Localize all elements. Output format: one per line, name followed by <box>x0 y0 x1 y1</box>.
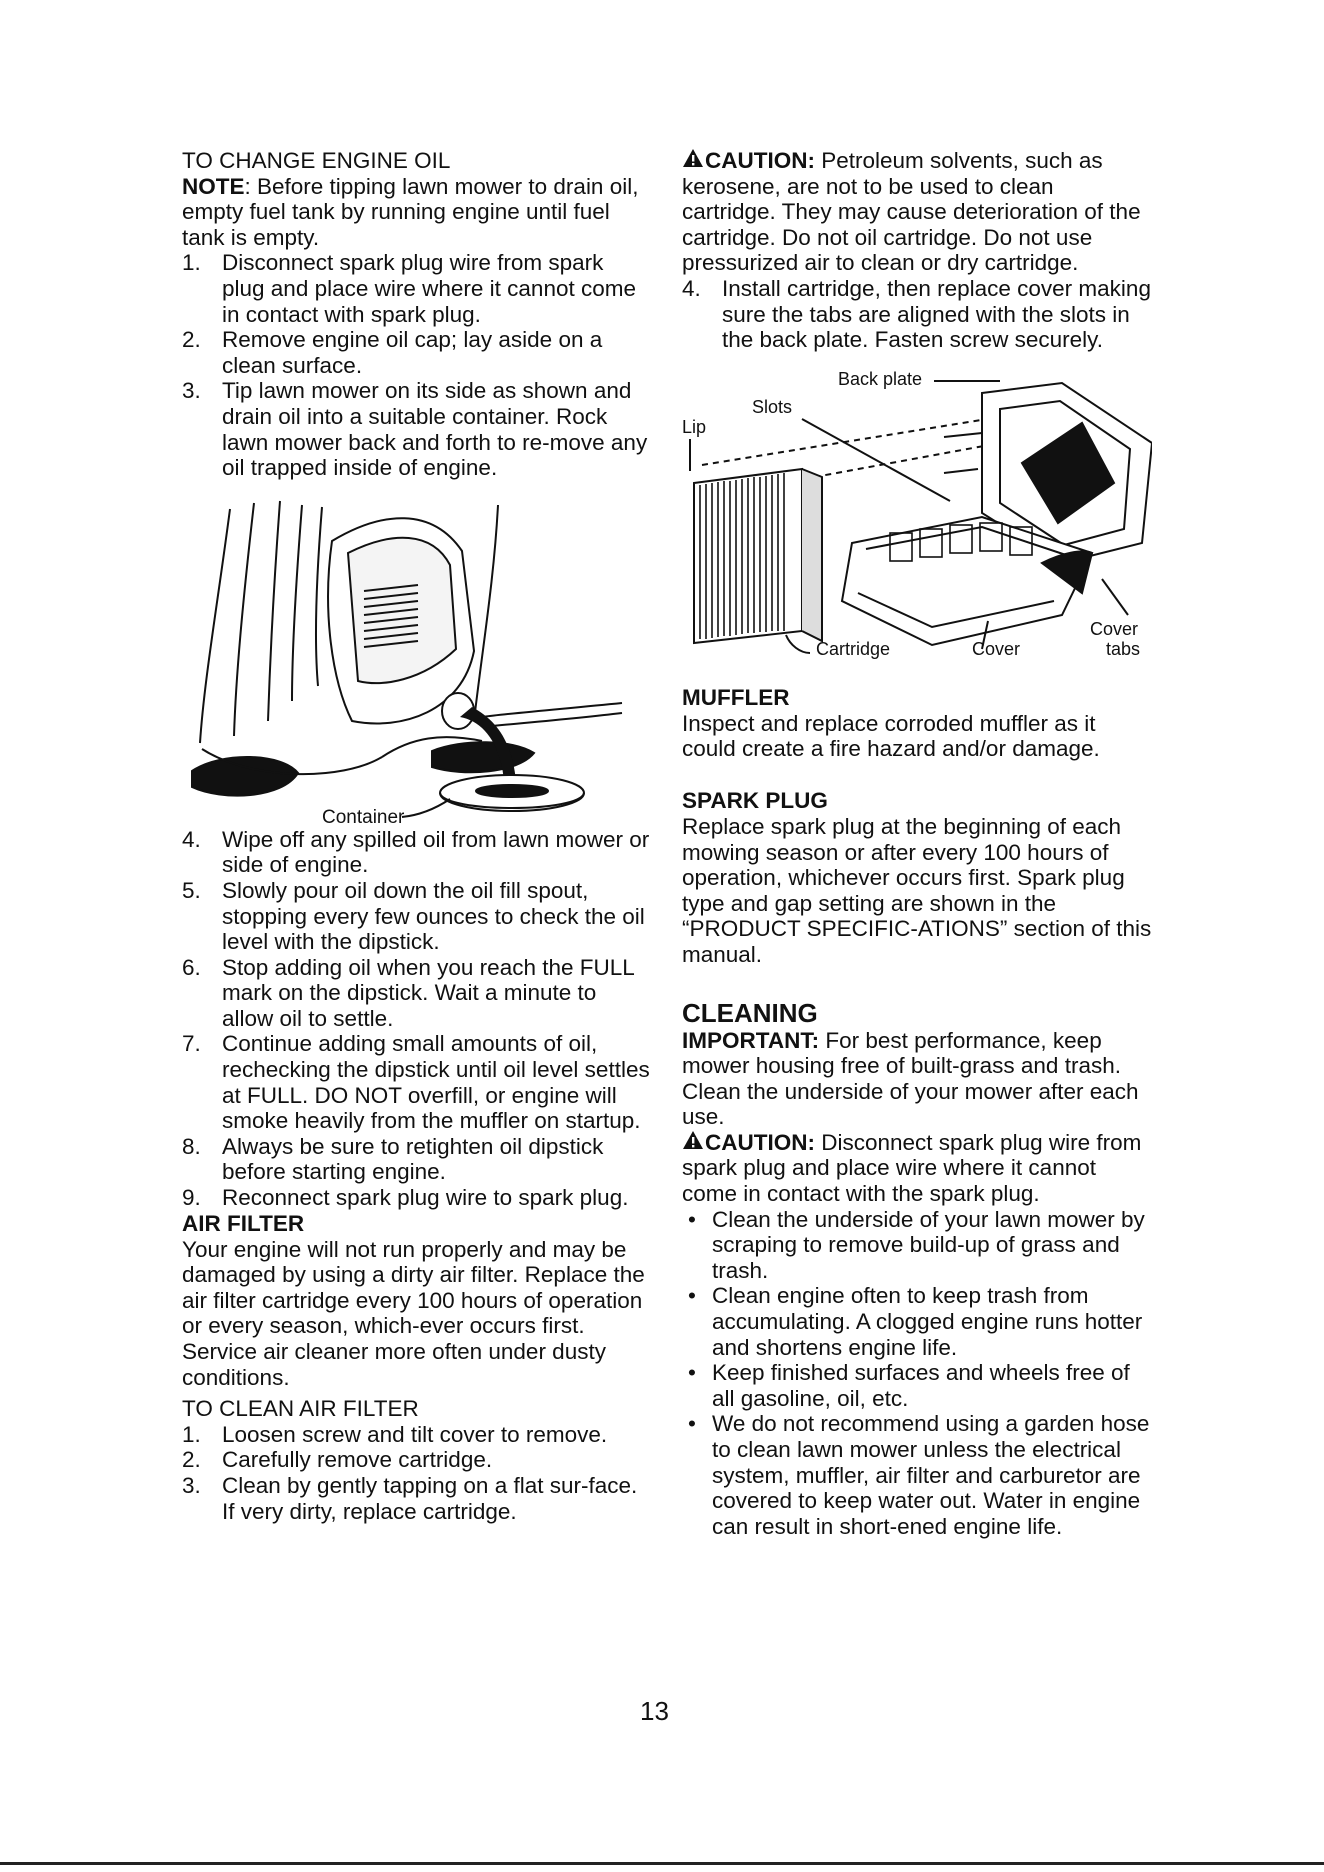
cover-tabs-label-line1: Cover <box>1090 618 1139 639</box>
important-paragraph <box>682 1028 1152 1130</box>
step-number: 4. <box>182 826 201 852</box>
note-label: NOTE <box>182 173 245 199</box>
caution-label-1: CAUTION: <box>705 148 815 173</box>
caution-paragraph-1 <box>682 148 1152 276</box>
lip-label: Lip <box>682 416 707 437</box>
step-text: Clean by gently tapping on a flat sur-face. If very dirty, replace cartridge. <box>222 1472 638 1524</box>
step-text: Carefully remove cartridge. <box>222 1447 493 1473</box>
step-text: Reconnect spark plug wire to spark plug. <box>222 1185 629 1211</box>
list-item <box>182 1031 652 1133</box>
muffler-paragraph: Inspect and replace corroded muffler as it could create a fire hazard and/or damage. <box>682 710 1100 762</box>
step-number: 3. <box>182 1472 201 1498</box>
clean-filter-step-4 <box>682 276 1152 353</box>
step-text: Continue adding small amounts of oil, rechecking the dipstick until oil level settles at FULL. DO NOT overfill, or engine will smoke heavily from the muffler on startup. <box>222 1031 650 1134</box>
step-number: 9. <box>182 1185 201 1211</box>
list-item <box>682 1411 1152 1539</box>
step-text: Remove engine oil cap; lay aside on a clean surface. <box>222 327 603 378</box>
list-item <box>182 878 652 955</box>
step-number: 8. <box>182 1133 201 1159</box>
list-item <box>182 378 652 480</box>
note-paragraph <box>182 174 652 251</box>
bullet-mark: • <box>688 1206 696 1232</box>
step-text: Loosen screw and tilt cover to remove. <box>222 1421 608 1447</box>
step-number: 7. <box>182 1031 201 1057</box>
step-number: 2. <box>182 327 201 353</box>
page-number: 13 <box>640 1696 669 1726</box>
bullet-mark: • <box>688 1411 696 1437</box>
step-number: 2. <box>182 1447 201 1473</box>
spark-plug-paragraph: Replace spark plug at the beginning of each mowing season or after every 100 hours of operation, whichever occurs first. Spark plug type and gap setting are shown in the “PRODUCT SPECIFIC-ATIONS” section of this manual. <box>682 813 1152 967</box>
step-text: Slowly pour oil down the oil fill spout, stopping every few ounces to check the oil level with the dipstick. <box>222 877 645 955</box>
clean-filter-title: TO CLEAN AIR FILTER <box>182 1396 419 1422</box>
air-filter-paragraph: Your engine will not run properly and may be damaged by using a dirty air filter. Replace the air filter cartridge every 100 hours of operation or every season, which-ever occurs first. Service air cleaner more often under dusty conditions. <box>182 1236 645 1390</box>
cartridge-label: Cartridge <box>816 638 891 659</box>
list-item <box>682 1360 1152 1411</box>
bullet-text: Keep finished surfaces and wheels free of all gasoline, oil, etc. <box>712 1360 1130 1411</box>
container-label: Container <box>322 806 405 823</box>
step-text: Install cartridge, then replace cover making sure the tabs are aligned with the slots in the back plate. Fasten screw securely. <box>722 275 1151 353</box>
slots-label: Slots <box>752 396 793 417</box>
caution-text-2: Disconnect spark plug wire from spark plug and place wire where it cannot come in contact with the spark plug. <box>682 1129 1142 1207</box>
spark-plug-heading: SPARK PLUG <box>682 787 828 813</box>
caution-paragraph-2 <box>682 1130 1152 1207</box>
cover-tabs-label-line2: tabs <box>1106 638 1141 659</box>
important-text: For best performance, keep mower housing free of built-grass and trash. Clean the underside of your mower after each use. <box>682 1027 1139 1130</box>
step-text: Always be sure to retighten oil dipstick before starting engine. <box>222 1133 604 1185</box>
step-number: 4. <box>682 275 701 301</box>
change-oil-title: TO CHANGE ENGINE OIL <box>182 148 451 173</box>
bullet-text: Clean the underside of your lawn mower by scraping to remove build-up of grass and trash. <box>712 1206 1145 1283</box>
caution-label-2: CAUTION: <box>705 1129 815 1155</box>
list-item <box>682 1283 1152 1360</box>
list-item <box>682 1207 1152 1284</box>
step-number: 6. <box>182 954 201 980</box>
list-item <box>182 955 652 1032</box>
bullet-mark: • <box>688 1360 696 1386</box>
step-text: Disconnect spark plug wire from spark plug and place wire where it cannot come in contact with spark plug. <box>222 250 636 327</box>
air-filter-illustration <box>682 353 1152 671</box>
muffler-heading: MUFFLER <box>682 684 790 710</box>
list-item <box>682 276 1152 353</box>
step-number: 1. <box>182 250 201 276</box>
list-item <box>182 1447 652 1473</box>
list-item <box>182 1134 652 1185</box>
step-text: Wipe off any spilled oil from lawn mower or side of engine. <box>222 826 650 878</box>
warning-triangle-icon <box>682 1130 704 1150</box>
list-item <box>182 1185 652 1211</box>
left-column <box>182 148 652 1524</box>
important-label: IMPORTANT: <box>682 1027 820 1053</box>
step-text: Tip lawn mower on its side as shown and drain oil into a suitable container. Rock lawn mower back and forth to re-move any oil trapped inside of engine. <box>222 378 648 481</box>
bullet-text: Clean engine often to keep trash from accumulating. A clogged engine runs hotter and shortens engine life. <box>712 1283 1143 1360</box>
list-item <box>182 1422 652 1448</box>
bottom-rule <box>0 1862 1324 1865</box>
list-item <box>182 327 652 378</box>
step-number: 1. <box>182 1421 201 1447</box>
air-filter-heading: AIR FILTER <box>182 1210 305 1236</box>
bullet-text: We do not recommend using a garden hose to clean lawn mower unless the electrical system, muffler, air filter and carburetor are covered to keep water out. Water in engine can result in short-ened engine life. <box>712 1411 1150 1539</box>
clean-filter-steps <box>182 1422 652 1524</box>
back-plate-label: Back plate <box>838 368 923 389</box>
oil-drain-illustration <box>182 481 652 823</box>
change-oil-steps-part2 <box>182 827 652 1211</box>
step-number: 5. <box>182 877 201 903</box>
bullet-mark: • <box>688 1283 696 1309</box>
cleaning-heading: CLEANING <box>682 997 818 1028</box>
warning-triangle-icon <box>682 148 704 168</box>
change-oil-steps-part1 <box>182 250 652 480</box>
cover-label: Cover <box>972 638 1021 659</box>
note-text: : Before tipping lawn mower to drain oil, empty fuel tank by running engine until fuel tank is empty. <box>182 173 639 250</box>
right-column <box>682 148 1152 1539</box>
list-item <box>182 250 652 327</box>
step-text: Stop adding oil when you reach the FULL mark on the dipstick. Wait a minute to allow oil to settle. <box>222 954 634 1031</box>
list-item <box>182 827 652 878</box>
caution-text-1: Petroleum solvents, such as kerosene, are not to be used to clean cartridge. They may cause deterioration of the cartridge. Do not oil cartridge. Do not use pressurized air to clean or dry cartridge. <box>682 148 1141 276</box>
cleaning-bullets <box>682 1207 1152 1540</box>
list-item <box>182 1473 652 1524</box>
step-number: 3. <box>182 378 201 404</box>
